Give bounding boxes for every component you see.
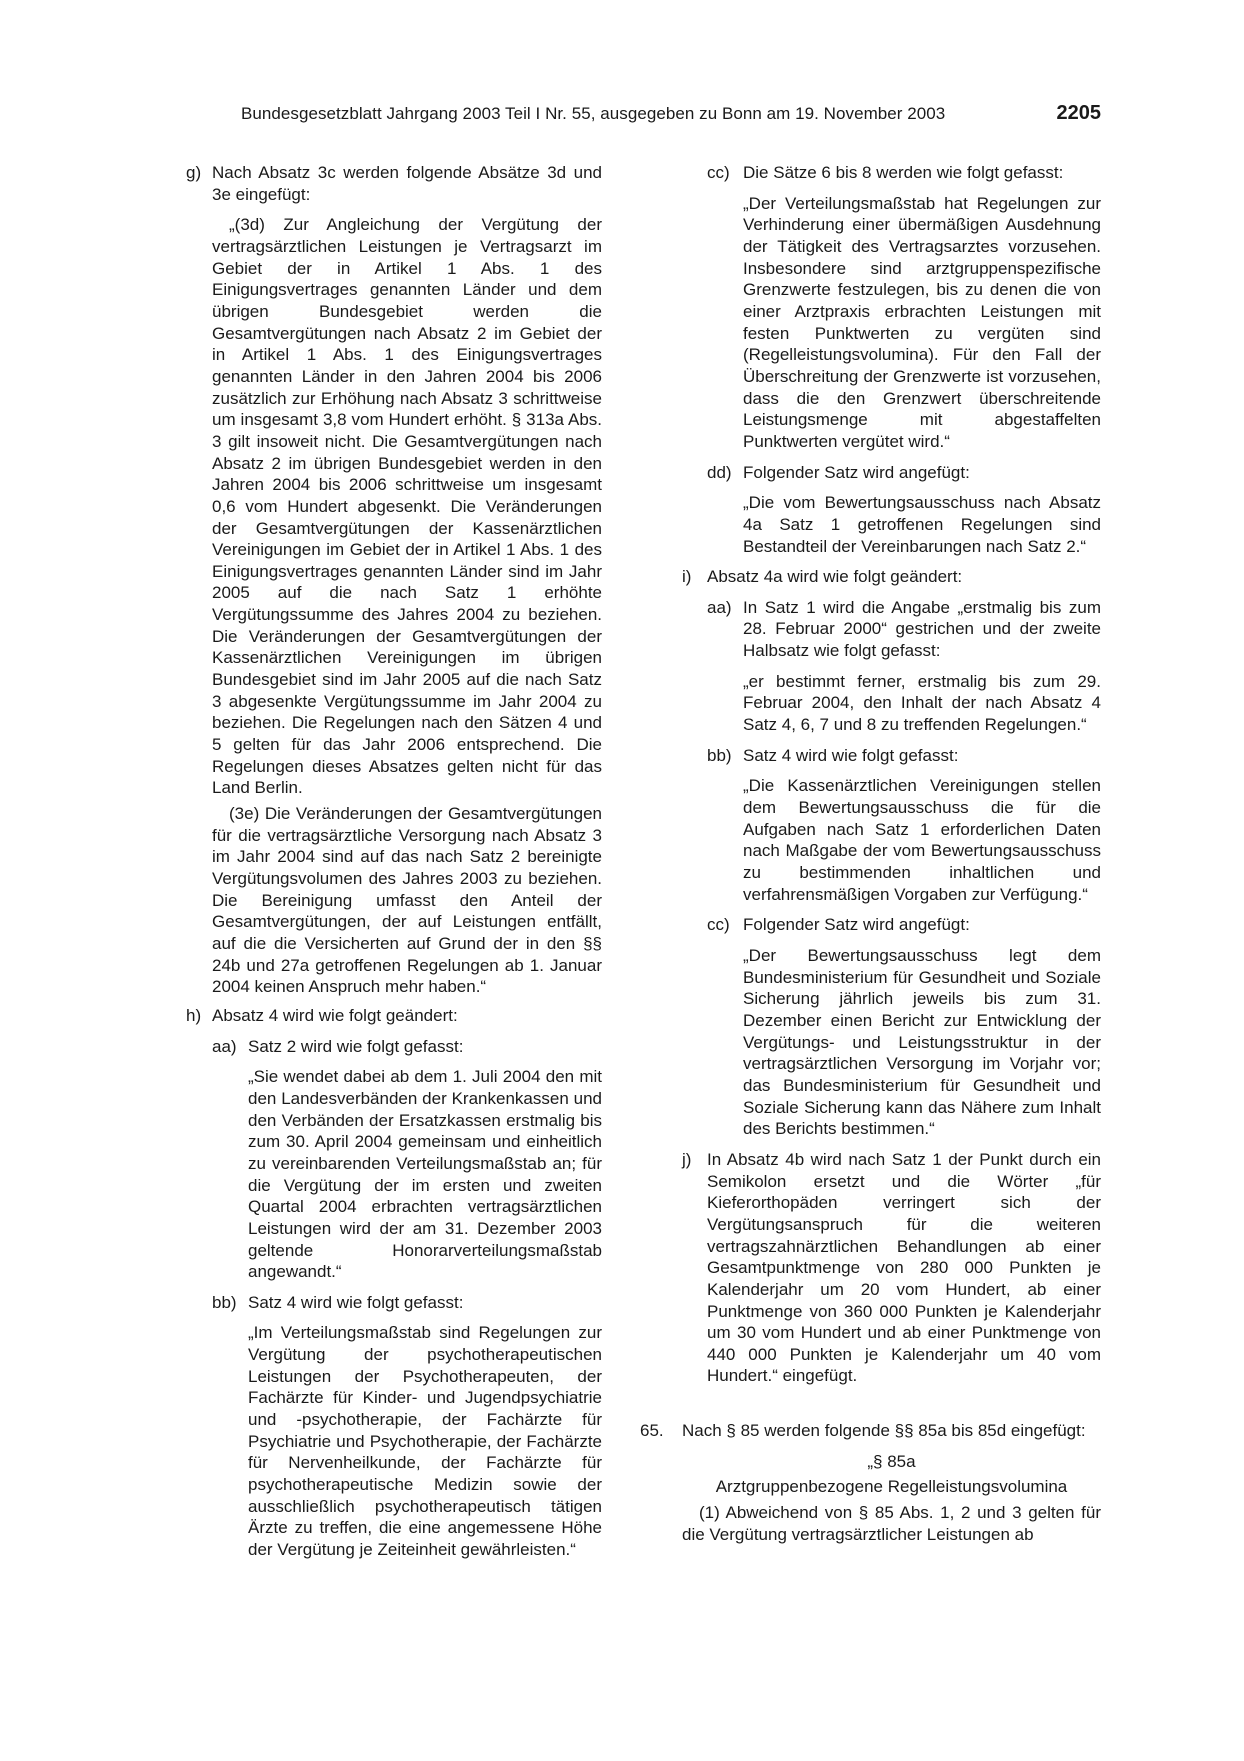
item-text: Absatz 4 wird wie folgt geändert: xyxy=(212,1005,458,1025)
item-i xyxy=(640,566,1101,588)
item-text: Satz 4 wird wie folgt gefasst: xyxy=(248,1292,464,1312)
section-paragraph-1: (1) Abweichend von § 85 Abs. 1, 2 und 3 gelten für die Vergütung vertragsärztlicher Leistungen ab xyxy=(682,1503,1101,1544)
item-label: bb) xyxy=(707,745,732,765)
item-i-bb xyxy=(640,745,1101,767)
item-text: Satz 4 wird wie folgt gefasst: xyxy=(743,745,959,765)
item-text: Folgender Satz wird angefügt: xyxy=(743,915,970,935)
item-i-aa xyxy=(640,597,1101,662)
item-text: Satz 2 wird wie folgt gefasst: xyxy=(248,1036,464,1056)
quote-i-aa: „er bestimmt ferner, erstmalig bis zum 29. Februar 2004, den Inhalt der nach Absatz 4 Satz 4, 6, 7 und 8 zu treffenden Regelungen.“ xyxy=(743,671,1101,735)
section-title: „§ 85a xyxy=(867,1451,916,1471)
item-label: cc) xyxy=(707,163,730,182)
right-column xyxy=(640,162,1101,1554)
page-number: 2205 xyxy=(1056,102,1101,124)
item-label: g) xyxy=(186,163,202,182)
item-text: Nach § 85 werden folgende §§ 85a bis 85d eingefügt: xyxy=(682,1421,1086,1441)
item-label: i) xyxy=(682,567,692,587)
item-label: j) xyxy=(682,1149,692,1169)
item-i-cc xyxy=(640,914,1101,936)
page-header xyxy=(241,104,1101,132)
quote-h-bb: „Im Verteilungsmaßstab sind Regelungen zur Vergütung der psychotherapeutischen Leistungen der Psychotherapeuten, der Fachärzte für Kinder- und Jugendpsychiatrie und -psychotherapie, der Fachärzte für Psychiatrie und Psychotherapie, der Fachärzte für Nervenheilkunde, der Fachärzte für psychotherapeutische Medizin sowie der ausschließlich psychotherapeutisch tätigen Ärzte zu treffen, die eine angemessene Höhe der Vergütung je Zeiteinheit gewährleisten.“ xyxy=(248,1323,602,1560)
quote-i-bb: „Die Kassenärztlichen Vereinigungen stellen dem Bewertungsausschuss die für die Aufgaben nach Satz 1 erforderlichen Daten nach Maßgabe der vom Bewertungsausschuss zu bestimmenden inhaltlichen und verfahrensmäßigen Vorgaben zur Verfügung.“ xyxy=(743,776,1101,904)
item-g xyxy=(186,162,602,205)
item-text: Absatz 4a wird wie folgt geändert: xyxy=(707,567,963,587)
item-label: aa) xyxy=(212,1036,237,1056)
item-h-cc xyxy=(640,162,1101,184)
header-title: Bundesgesetzblatt Jahrgang 2003 Teil I Nr. 55, ausgegeben zu Bonn am 19. November 2003 xyxy=(241,104,946,123)
paragraph-3d: „(3d) Zur Angleichung der Vergütung der vertragsärztlichen Leistungen je Vertragsarzt im Gebiet der in Artikel 1 Abs. 1 des Einigungsvertrages genannten Länder und dem übrigen Bundesgebiet werden die Gesamtvergütungen nach Absatz 2 im Gebiet der in Artikel 1 Abs. 1 des Einigungsvertrages genannten Länder in den Jahren 2004 bis 2006 zusätzlich zur Erhöhung nach Absatz 3 schrittweise um insgesamt 3,8 vom Hundert erhöht. § 313a Abs. 3 gilt insoweit nicht. Die Gesamtvergütungen nach Absatz 2 im übrigen Bundesgebiet werden in den Jahren 2004 bis 2006 schrittweise um insgesamt 0,6 vom Hundert abgesenkt. Die Veränderungen der Gesamtvergütungen der Kassenärztlichen Vereinigungen im Gebiet der in Artikel 1 Abs. 1 des Einigungsvertrages genannten Länder sind im Jahr 2005 auf die nach Satz 1 erhöhte Vergütungssumme des Jahres 2004 zu beziehen. Die Veränderungen der Gesamtvergütungen der Kassenärztlichen Vereinigungen im übrigen Bundesgebiet sind im Jahr 2005 auf die nach Satz 3 abgesenkte Vergütungssumme im Jahr 2004 zu beziehen. Die Regelungen nach den Sätzen 4 und 5 gelten für das Jahr 2006 entsprechend. Die Regelungen dieses Absatzes gelten nicht für das Land Berlin. xyxy=(212,215,602,798)
left-column xyxy=(186,162,602,1570)
section-subtitle: Arztgruppenbezogene Regelleistungsvolumina xyxy=(715,1477,1068,1497)
item-text: In Absatz 4b wird nach Satz 1 der Punkt durch ein Semikolon ersetzt und die Wörter „für Kieferorthopäden verringert sich der Vergütungsanspruch für die weiteren vertragszahnärztlichen Behandlungen ab einer Gesamtpunktmenge von 280 000 Punkten je Kalenderjahr um 20 vom Hundert, ab einer Punktmenge von 360 000 Punkten je Kalenderjahr um 30 vom Hundert und ab einer Punktmenge von 440 000 Punkten je Kalenderjahr um 40 vom Hundert.“ eingefügt. xyxy=(707,1149,1101,1386)
paragraph-3e: (3e) Die Veränderungen der Gesamtvergütungen für die vertragsärztliche Versorgung nach Absatz 3 im Jahr 2004 sind auf das nach Satz 2 bereinigte Vergütungsvolumen des Jahres 2003 zu beziehen. Die Bereinigung umfasst den Anteil der Gesamtvergütungen, der auf Leistungen entfällt, auf die die Versicherten auf Grund der in den §§ 24b und 27a getroffenen Regelungen ab 1. Januar 2004 keinen Anspruch mehr haben.“ xyxy=(212,804,602,997)
item-text: In Satz 1 wird die Angabe „erstmalig bis zum 28. Februar 2000“ gestrichen und der zweite Halbsatz wie folgt gefasst: xyxy=(743,597,1101,661)
item-label: aa) xyxy=(707,597,732,617)
item-h xyxy=(186,1005,602,1027)
quote-h-aa: „Sie wendet dabei ab dem 1. Juli 2004 den mit den Landesverbänden der Krankenkassen und den Verbänden der Ersatzkassen erstmalig bis zum 30. April 2004 gemeinsam und einheitlich zu vereinbarenden Verteilungsmaßstab an; für die Vergütung der im ersten und zweiten Quartal 2004 erbrachten vertragsärztlichen Leistungen wird der am 31. Dezember 2003 geltende Honorarverteilungsmaßstab angewandt.“ xyxy=(248,1067,602,1282)
spacer xyxy=(640,1396,1101,1420)
item-text: Die Sätze 6 bis 8 werden wie folgt gefasst: xyxy=(743,163,1064,182)
item-h-bb xyxy=(186,1292,602,1314)
item-label: h) xyxy=(186,1005,202,1025)
item-label: 65. xyxy=(640,1421,664,1441)
item-h-dd xyxy=(640,462,1101,484)
quote-h-cc: „Der Verteilungsmaßstab hat Regelungen zur Verhinderung einer übermäßigen Ausdehnung der Tätigkeit des Vertragsarztes vorzusehen. Insbesondere sind arztgruppenspezifische Grenzwerte festzulegen, bis zu denen die von einer Arztpraxis erbrachten Leistungen mit festen Punktwerten zu vergüten sind (Regelleistungsvolumina). Für den Fall der Überschreitung der Grenzwerte ist vorzusehen, dass die den Grenzwert überschreitende Leistungsmenge mit abgestaffelten Punktwerten vergütet wird.“ xyxy=(743,193,1101,451)
item-65 xyxy=(640,1420,1101,1442)
item-label: bb) xyxy=(212,1292,237,1312)
quote-h-dd: „Die vom Bewertungsausschuss nach Absatz 4a Satz 1 getroffenen Regelungen sind Bestandteil der Vereinbarungen nach Satz 2.“ xyxy=(743,493,1101,556)
item-label: cc) xyxy=(707,915,730,935)
quote-i-cc: „Der Bewertungsausschuss legt dem Bundesministerium für Gesundheit und Soziale Sicherung jährlich jeweils bis zum 31. Dezember einen Bericht zur Entwicklung der Vergütungs- und Leistungsstruktur in der vertragsärztlichen Versorgung im Vorjahr vor; das Bundesministerium für Gesundheit und Soziale Sicherung kann das Nähere zum Inhalt des Berichts bestimmen.“ xyxy=(743,946,1101,1139)
item-h-aa xyxy=(186,1036,602,1058)
item-text: Folgender Satz wird angefügt: xyxy=(743,462,970,482)
item-j xyxy=(640,1149,1101,1387)
item-text: Nach Absatz 3c werden folgende Absätze 3d und 3e eingefügt: xyxy=(212,163,602,204)
item-label: dd) xyxy=(707,462,732,482)
